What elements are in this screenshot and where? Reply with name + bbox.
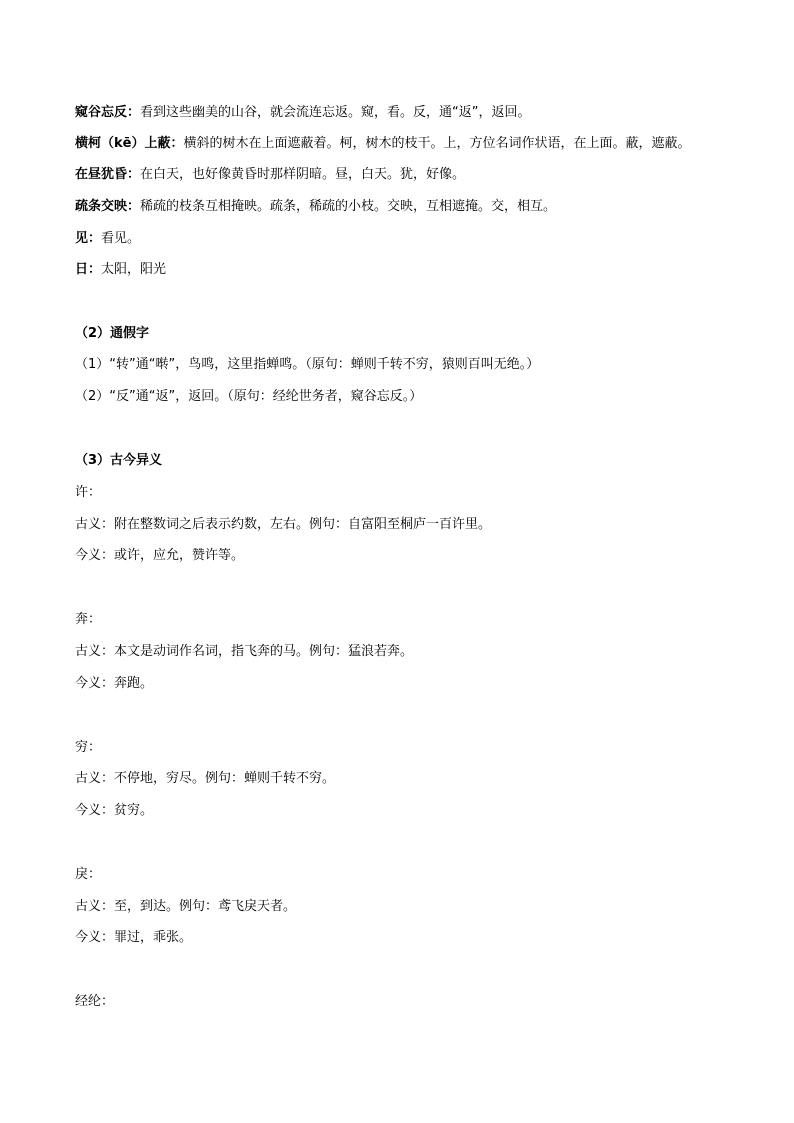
gujin-modern-meaning: 今义：奔跑。 bbox=[75, 676, 154, 691]
section-heading-gujin: （3）古今异义 bbox=[75, 453, 163, 468]
gujin-word: 戾： bbox=[75, 867, 102, 882]
glossary-entry bbox=[75, 166, 465, 184]
glossary-term: 窥谷忘反： bbox=[75, 105, 141, 120]
glossary-entry bbox=[75, 198, 556, 216]
glossary-term: 见： bbox=[75, 231, 102, 246]
gujin-ancient-meaning: 古义：不停地，穷尽。例句：蝉则千转不穷。 bbox=[75, 771, 336, 786]
gujin-ancient-meaning: 古义：本文是动词作名词，指飞奔的马。例句：猛浪若奔。 bbox=[75, 644, 414, 659]
gujin-modern-meaning: 今义：罪过，乖张。 bbox=[75, 930, 193, 945]
gujin-word: 穷： bbox=[75, 740, 102, 755]
glossary-term: 疏条交映： bbox=[75, 199, 141, 214]
glossary-term: 日： bbox=[75, 262, 102, 277]
gujin-modern-meaning: 今义：或许，应允，赞许等。 bbox=[75, 548, 245, 563]
glossary-definition: 横斜的树木在上面遮蔽着。柯，树木的枝干。上，方位名词作状语，在上面。蔽，遮蔽。 bbox=[183, 136, 691, 151]
gujin-ancient-meaning: 古义：至，到达。例句：鸢飞戾天者。 bbox=[75, 899, 297, 914]
gujin-ancient-meaning: 古义：附在整数词之后表示约数，左右。例句：自富阳至桐庐一百许里。 bbox=[75, 517, 492, 532]
glossary-entry bbox=[75, 104, 531, 122]
glossary-term: 横柯（kē）上蔽： bbox=[75, 136, 184, 151]
glossary-entry bbox=[75, 261, 166, 279]
glossary-definition: 太阳，阳光 bbox=[101, 262, 167, 277]
gujin-modern-meaning: 今义：贫穷。 bbox=[75, 803, 154, 818]
section-heading-tongjia: （2）通假字 bbox=[75, 326, 150, 341]
glossary-definition: 稀疏的枝条互相掩映。疏条，稀疏的小枝。交映，互相遮掩。交，相互。 bbox=[140, 199, 557, 214]
gujin-word: 许： bbox=[75, 485, 102, 500]
tongjia-item: （2）“反”通“返”，返回。（原句：经纶世务者，窥谷忘反。） bbox=[75, 389, 423, 404]
glossary-definition: 在白天，也好像黄昏时那样阴暗。昼，白天。犹，好像。 bbox=[140, 167, 466, 182]
glossary-entry bbox=[75, 230, 140, 248]
gujin-word: 经纶： bbox=[75, 994, 115, 1009]
glossary-definition: 看到这些幽美的山谷，就会流连忘返。窥，看。反，通“返”，返回。 bbox=[140, 105, 531, 120]
glossary-entry bbox=[75, 135, 690, 153]
glossary-definition: 看见。 bbox=[101, 231, 141, 246]
tongjia-item: （1）“转”通“啭”，鸟鸣，这里指蝉鸣。（原句：蝉则千转不穷，猿则百叫无绝。） bbox=[75, 357, 540, 372]
glossary-term: 在昼犹昏： bbox=[75, 167, 141, 182]
gujin-word: 奔： bbox=[75, 612, 102, 627]
